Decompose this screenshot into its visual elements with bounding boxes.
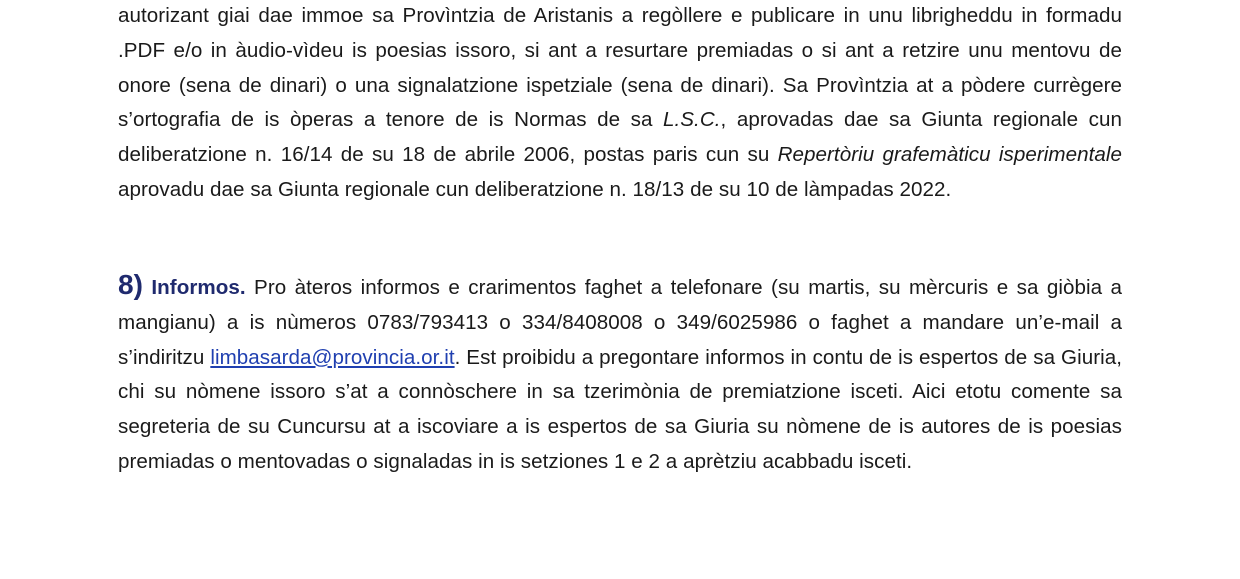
paragraph-authorization	[118, 0, 1122, 208]
lsc-abbreviation: L.S.C.	[663, 108, 721, 132]
paragraph-text: . Est proibidu a pregontare informos in contu de is espertos de sa Giuria, chi su nòmene issoro s’at a connòschere in sa tzerimònia de premiatzione isceti. Aici etotu comente sa segreteria de su Cuncursu at a iscoviare a is espertos de sa Giuria su nòmene de is autores de is poesias premiadas o mentovadas o signaladas in is setziones 1 e 2 a aprètziu acabbadu isceti.	[118, 345, 1123, 473]
section-8-informos	[118, 268, 1122, 480]
section-number: 8)	[118, 269, 143, 300]
paragraph-text: autorizant giai dae immoe sa Provìntzia de Aristanis a regòllere e publicare in unu librigheddu in formadu .PDF e/o in àudio-vìdeu is poesias issoro, si ant a resurtare premiadas o si ant a retzire unu mentovu de onore (sena de dinari) o una signalatzione ispetziale (sena de dinari). Sa Provìntzia at a pòdere currègere s’ortografia de is òperas a tenore de is Normas de sa	[118, 4, 1122, 132]
paragraph-text: , aprovadas dae sa Giunta regionale cun deliberatzione n. 16/14 de su 18 de abrile 2006, postas paris cun su	[118, 108, 1122, 167]
section-title: Informos.	[151, 276, 246, 299]
paragraph-text: aprovadu dae sa Giunta regionale cun deliberatzione n. 18/13 de su 10 de làmpadas 2022.	[118, 177, 952, 201]
repertoriu-title: Repertòriu grafemàticu isperimentale	[777, 143, 1123, 167]
paragraph-text: Pro àteros informos e crarimentos faghet a telefonare (su martis, su mèrcuris e sa giòbia a mangianu) a is nùmeros 0783/793413 o 334/8408008 o 349/6025986 o faghet a mandare un’e-mail a s’indiritzu	[118, 276, 1122, 369]
email-link[interactable]: limbasarda@provincia.or.it	[210, 345, 455, 369]
